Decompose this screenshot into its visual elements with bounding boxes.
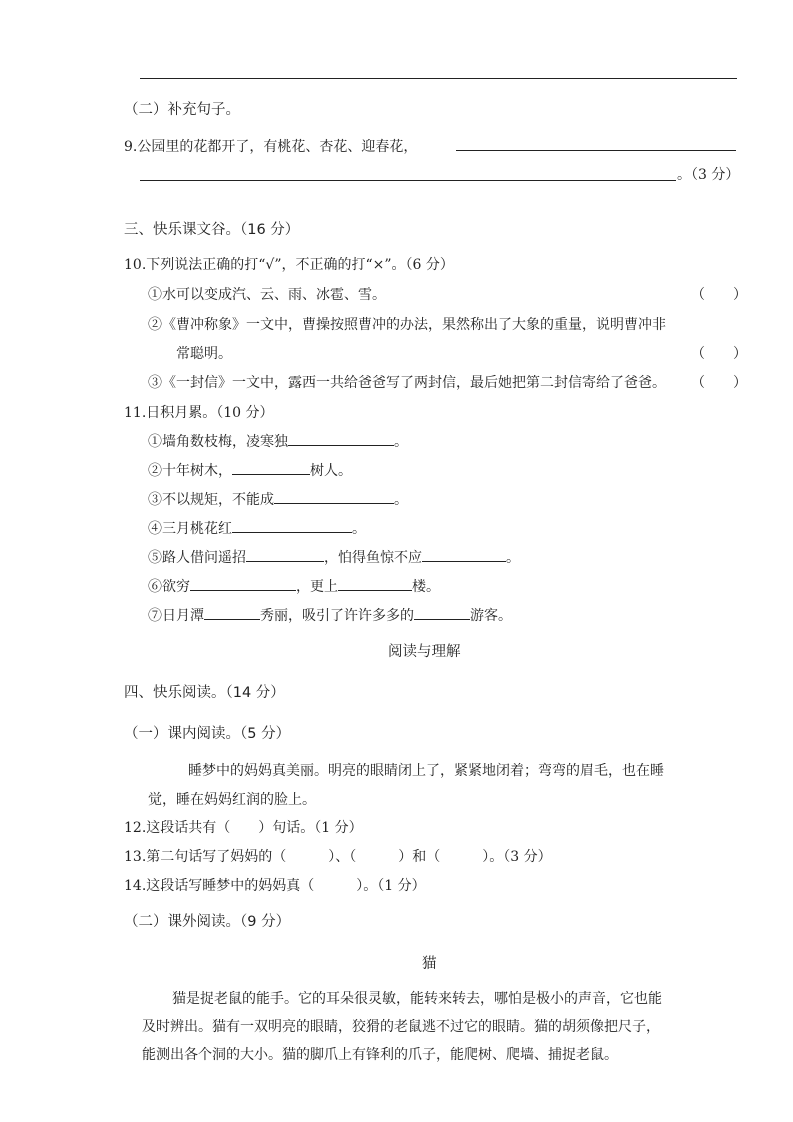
question-13 [124, 846, 552, 866]
story-line-1: 猫是捉老鼠的能手。它的耳朵很灵敏，能转来转去，哪怕是极小的声音，它也能 [172, 991, 662, 1007]
q11-item-5 [148, 547, 520, 567]
q10-item-2-cont: 常聪明。 [176, 346, 232, 362]
question-11 [124, 402, 274, 422]
q11-text: ⑤路人借问遥招 [148, 550, 246, 566]
story-line-3: 能测出各个洞的大小。猫的脚爪上有锋利的爪子，能爬树、爬墙、捕捉老鼠。 [142, 1047, 618, 1063]
blank[interactable] [190, 576, 296, 591]
section-heading-textbook: 三、快乐课文谷。（16 分） [124, 222, 300, 238]
q11-text: 。 [394, 434, 408, 450]
q10-bracket-2[interactable]: （ ） [691, 346, 747, 362]
subheading-extra-reading: （二）课外阅读。（9 分） [124, 914, 291, 930]
q11-item-6 [148, 576, 440, 596]
question-number: 10. [124, 257, 147, 273]
question-text: 公园里的花都开了，有桃花、杏花、迎春花， [137, 139, 418, 155]
q11-item-4 [148, 518, 366, 538]
answer-line-q9-a[interactable] [456, 150, 736, 151]
question-number: 9. [124, 139, 138, 155]
q11-text: ③不以规矩，不能成 [148, 492, 274, 508]
answer-line-top [140, 78, 737, 79]
blank[interactable] [338, 576, 412, 591]
blank[interactable] [204, 605, 260, 620]
q10-item-2: ②《曹冲称象》一文中，曹操按照曹冲的办法，果然称出了大象的重量，说明曹冲非 [148, 317, 666, 333]
q11-text: 。 [352, 521, 366, 537]
q11-text: 秀丽，吸引了许许多多的 [260, 608, 414, 624]
story-title: 猫 [422, 956, 437, 972]
subheading-in-class-reading: （一）课内阅读。（5 分） [124, 726, 291, 742]
q11-text: ②十年树木， [148, 463, 232, 479]
question-12 [124, 817, 363, 837]
q11-item-2 [148, 460, 352, 480]
q11-text: ①墙角数枝梅，凌寒独 [148, 434, 288, 450]
part-title-reading: 阅读与理解 [388, 644, 461, 660]
question-number: 11. [124, 405, 147, 421]
passage-1-line-2: 觉，睡在妈妈红润的脸上。 [148, 792, 316, 808]
q11-text: 楼。 [412, 579, 440, 595]
q11-item-3 [148, 489, 408, 509]
blank[interactable] [232, 460, 310, 475]
blank[interactable] [422, 547, 506, 562]
q10-item-1: ①水可以变成汽、云、雨、冰雹、雪。 [148, 287, 386, 303]
passage-1-line-1: 睡梦中的妈妈真美丽。明亮的眼睛闭上了，紧紧地闭着；弯弯的眉毛，也在睡 [188, 763, 664, 779]
blank[interactable] [232, 518, 352, 533]
question-number: 13. [124, 849, 147, 865]
q11-text: ，怕得鱼惊不应 [324, 550, 422, 566]
question-14 [124, 875, 426, 895]
story-line-2: 及时辨出。猫有一双明亮的眼睛，狡猾的老鼠逃不过它的眼睛。猫的胡须像把尺子， [142, 1019, 660, 1035]
question-9 [124, 136, 417, 156]
blank[interactable] [274, 489, 394, 504]
question-10 [124, 254, 454, 274]
q11-text: ⑥欲穷 [148, 579, 190, 595]
question-number: 12. [124, 820, 147, 836]
q11-text: 游客。 [470, 608, 512, 624]
q11-text: 。 [394, 492, 408, 508]
question-text: 这段话写睡梦中的妈妈真（ ）。（1 分） [146, 878, 426, 894]
question-text: 下列说法正确的打“√”，不正确的打“×”。（6 分） [146, 257, 454, 273]
blank[interactable] [246, 547, 324, 562]
question-number: 14. [124, 878, 147, 894]
q11-item-1 [148, 431, 408, 451]
question-text: 日积月累。（10 分） [146, 405, 274, 421]
blank[interactable] [288, 431, 394, 446]
q11-text: ④三月桃花红 [148, 521, 232, 537]
answer-line-q9-b[interactable] [140, 180, 676, 181]
q10-bracket-3[interactable]: （ ） [691, 375, 747, 391]
section-heading-reading: 四、快乐阅读。（14 分） [124, 685, 285, 701]
q11-text: ⑦日月潭 [148, 608, 204, 624]
q9-score: 。（3 分） [677, 167, 740, 183]
q11-text: 。 [506, 550, 520, 566]
section-heading-fill-sentence: （二）补充句子。 [124, 102, 240, 118]
blank[interactable] [414, 605, 470, 620]
q10-item-3: ③《一封信》一文中，露西一共给爸爸写了两封信，最后她把第二封信寄给了爸爸。 [148, 375, 666, 391]
question-text: 这段话共有（ ）句话。（1 分） [146, 820, 363, 836]
question-text: 第二句话写了妈妈的（ ）、（ ）和（ ）。（3 分） [146, 849, 552, 865]
q11-item-7 [148, 605, 512, 625]
q11-text: ，更上 [296, 579, 338, 595]
q10-bracket-1[interactable]: （ ） [691, 287, 747, 303]
q11-text: 树人。 [310, 463, 352, 479]
